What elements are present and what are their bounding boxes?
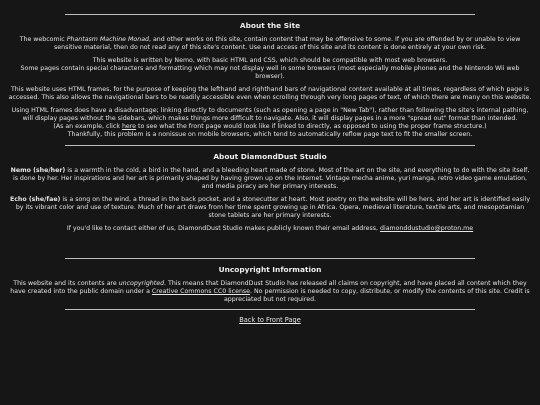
- frames-paragraph: This website uses HTML frames, for the purpose of keeping the lefthand and righthand bars of navigational content available at all times, regardless of which page is accessed. This also allows the navigational bars to be readily accessible even when scrolling through very long pages of text, of which there are many on this website.: [8, 86, 532, 101]
- uncopyright-heading: Uncopyright Information: [218, 265, 322, 274]
- compatibility-paragraph: [8, 57, 532, 81]
- compatibility-line-1: This website is written by Nemo, with basic HTML and CSS, which should be compatible with most web browsers.: [92, 57, 448, 64]
- divider-copyright: [65, 258, 475, 259]
- webcomic-title: Phantasm Machine Monad: [66, 36, 149, 43]
- divider-bottom: [65, 309, 475, 310]
- back-to-front-page-link[interactable]: Back to Front Page: [239, 316, 301, 324]
- frames-disadvantage-line-1: Using HTML frames does have a disadvantage; linking directly to documents (such as opening a page in "New Tab"), rather than following the site's internal pathing, will display pages without the sidebars, which makes things more difficult to navigate. Also, it will display pages in a more "spread out" format than intended.: [11, 107, 529, 122]
- uncopyrighted-word: uncopyrighted: [118, 280, 165, 287]
- frames-disadvantage-paragraph: [8, 107, 532, 139]
- uncopyright-paragraph: [8, 280, 532, 304]
- content-warning-paragraph: [8, 36, 532, 52]
- about-studio-heading: About DiamondDust Studio: [213, 152, 327, 161]
- frames-example-text-b: to see what the front page would look like if linked to directly, as opposed to using the proper frame structure.): [136, 123, 487, 130]
- uncopyright-text-b: . This means that DiamondDust Studio has released all claims on copyright, and have placed all content which they have created into the public domain under a: [10, 280, 527, 295]
- echo-name: Echo (she/fae): [9, 196, 61, 203]
- email-link[interactable]: diamonddustudio@proton.me: [379, 225, 474, 232]
- uncopyright-text-a: This website and its contents are: [13, 280, 119, 287]
- contact-paragraph: [8, 225, 532, 233]
- contact-text: If you'd like to contact either of us, DiamondDust Studio makes publicly known their email address,: [66, 225, 380, 232]
- nemo-name: Nemo (she/her): [10, 167, 66, 174]
- cc0-license-link[interactable]: Creative Commons CC0 license: [151, 288, 251, 295]
- back-nav: [8, 316, 532, 324]
- nemo-bio-text: is a warmth in the cold, a bird in the hand, and a bleeding heart made of stone. Most of the art on the site, and everything to do with the site itself, is done by her. Her inspirations and her art is primarily shaped by having grown up on the Internet. Vintage mecha anime, yuri manga, retro video game emulation, and media piracy are her primary interests.: [12, 167, 530, 190]
- content-warning-text-b: , and other works on this site, contain content that may be offensive to some. If you are offended by or unable to view sensitive material, then do not read any of this site's content. Use and access of this site and its content is done entirely at your own risk.: [54, 36, 521, 51]
- uncopyright-text-c: . No permission is needed to copy, distribute, or modify the contents of this site. Credit is appreciated but not required.: [223, 288, 530, 303]
- divider-studio: [65, 145, 475, 146]
- about-site-heading: About the Site: [239, 21, 301, 30]
- frames-example-link[interactable]: here: [121, 123, 137, 130]
- content-warning-text-a: The webcomic: [19, 36, 67, 43]
- frames-disadvantage-line-3: Thankfully, this problem is a nonissue on mobile browsers, which tend to automatically reflow page text to fit the smaller screen.: [67, 131, 473, 138]
- frames-example-text-a: (As an example, click: [53, 123, 122, 130]
- echo-bio: [8, 196, 532, 220]
- echo-bio-text: is a song on the wind, a thread in the back pocket, and a stonecutter at heart. Most poetry on the website will be hers, and her art is identified easily by its vibrant color and use of texture. Much of her art draws from her time spent growing up in Africa. Opera, medieval literature, textile arts, and mesopotamian stone tablets are her primary interests.: [15, 196, 531, 219]
- divider-top: [65, 14, 475, 15]
- compatibility-line-2: Some pages contain special characters and formatting which may not display well in some browsers (most especially mobile phones and the Nintendo Wii web browser).: [20, 65, 520, 80]
- frames-example-line: [8, 123, 532, 131]
- nemo-bio: [8, 167, 532, 191]
